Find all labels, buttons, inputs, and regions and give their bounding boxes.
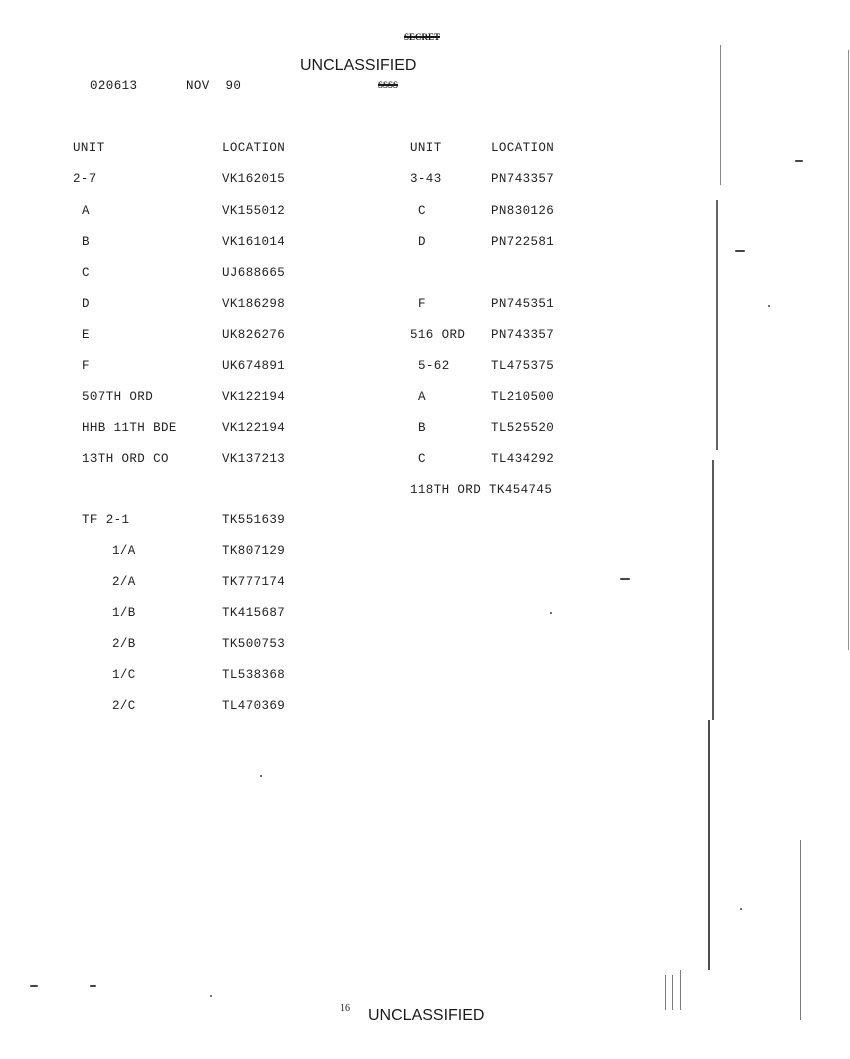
table-row-unit: E <box>82 328 90 342</box>
table-row-unit: 13TH ORD CO <box>82 452 169 466</box>
scan-speck <box>620 578 630 580</box>
table-row-location: TL210500 <box>491 390 555 404</box>
table-row-location: VK122194 <box>222 390 286 404</box>
scan-artifact-line <box>800 840 801 1020</box>
table-row-unit: HHB 11TH BDE <box>82 421 177 435</box>
table-row-location: UK826276 <box>222 328 286 342</box>
struck-classification-second: SSSS <box>378 80 399 90</box>
classification-top: UNCLASSIFIED <box>300 57 417 74</box>
table-row-location: TK500753 <box>222 637 286 651</box>
table-row-unit: C <box>418 452 426 466</box>
table-row-location: VK122194 <box>222 421 286 435</box>
scan-artifact-line <box>720 45 721 185</box>
table-row-location: VK186298 <box>222 297 286 311</box>
table-row-location: VK161014 <box>222 235 286 249</box>
table-row-location: PN722581 <box>491 235 555 249</box>
scan-speck <box>260 775 262 777</box>
table-row-location: TK807129 <box>222 544 286 558</box>
table-row-unit: 3-43 <box>410 172 442 186</box>
table-row-unit: TF 2-1 <box>82 513 130 527</box>
scan-artifact-line <box>708 720 710 970</box>
table-row-unit: 1/B <box>112 606 136 620</box>
scan-speck <box>735 250 745 252</box>
table-row-unit: F <box>82 359 90 373</box>
right-footer-entry: 118TH ORD TK454745 <box>410 483 553 497</box>
table-row-location: TL525520 <box>491 421 555 435</box>
table-row-unit: A <box>82 204 90 218</box>
scan-artifact-line <box>680 970 681 1010</box>
right-location-header: LOCATION <box>491 141 555 155</box>
table-row-unit: B <box>82 235 90 249</box>
classification-bottom: UNCLASSIFIED <box>368 1007 485 1024</box>
dtg: 020613 <box>90 79 138 93</box>
scan-speck <box>768 305 770 307</box>
table-row-location: TL434292 <box>491 452 555 466</box>
table-row-unit: 516 ORD <box>410 328 466 342</box>
table-row-location: TK551639 <box>222 513 286 527</box>
scan-speck <box>30 985 38 987</box>
table-row-location: VK155012 <box>222 204 286 218</box>
table-row-unit: 1/A <box>112 544 136 558</box>
table-row-unit: B <box>418 421 426 435</box>
month-year: NOV 90 <box>186 79 242 93</box>
right-unit-header: UNIT <box>410 141 442 155</box>
table-row-location: PN743357 <box>491 172 555 186</box>
table-row-location: PN830126 <box>491 204 555 218</box>
scan-speck <box>90 985 96 987</box>
table-row-unit: A <box>418 390 426 404</box>
table-row-unit: 5-62 <box>418 359 450 373</box>
table-row-location: PN743357 <box>491 328 555 342</box>
scan-speck <box>210 995 212 997</box>
table-row-location: VK162015 <box>222 172 286 186</box>
scan-artifact-line <box>848 50 849 650</box>
scan-speck <box>550 612 552 614</box>
scan-artifact-line <box>672 975 673 1010</box>
table-row-location: TL475375 <box>491 359 555 373</box>
table-row-location: TL470369 <box>222 699 286 713</box>
table-row-unit: C <box>82 266 90 280</box>
table-row-location: VK137213 <box>222 452 286 466</box>
table-row-location: TL538368 <box>222 668 286 682</box>
struck-classification-top: SECRET <box>404 32 441 42</box>
table-row-location: TK415687 <box>222 606 286 620</box>
table-row-unit: 507TH ORD <box>82 390 154 404</box>
table-row-location: PN745351 <box>491 297 555 311</box>
left-location-header: LOCATION <box>222 141 286 155</box>
table-row-unit: D <box>418 235 426 249</box>
table-row-unit: 2/A <box>112 575 136 589</box>
scan-speck <box>740 908 742 910</box>
table-row-unit: C <box>418 204 426 218</box>
table-row-unit: 1/C <box>112 668 136 682</box>
scan-artifact-line <box>665 975 666 1010</box>
table-row-unit: D <box>82 297 90 311</box>
table-row-location: UJ688665 <box>222 266 286 280</box>
table-row-location: TK777174 <box>222 575 286 589</box>
table-row-unit: F <box>418 297 426 311</box>
left-unit-header: UNIT <box>73 141 105 155</box>
table-row-unit: 2-7 <box>73 172 97 186</box>
scan-speck <box>795 160 803 162</box>
table-row-unit: 2/B <box>112 637 136 651</box>
table-row-unit: 2/C <box>112 699 136 713</box>
page-number: 16 <box>340 1003 350 1014</box>
scan-artifact-line <box>716 200 718 450</box>
scan-artifact-line <box>712 460 714 720</box>
table-row-location: UK674891 <box>222 359 286 373</box>
